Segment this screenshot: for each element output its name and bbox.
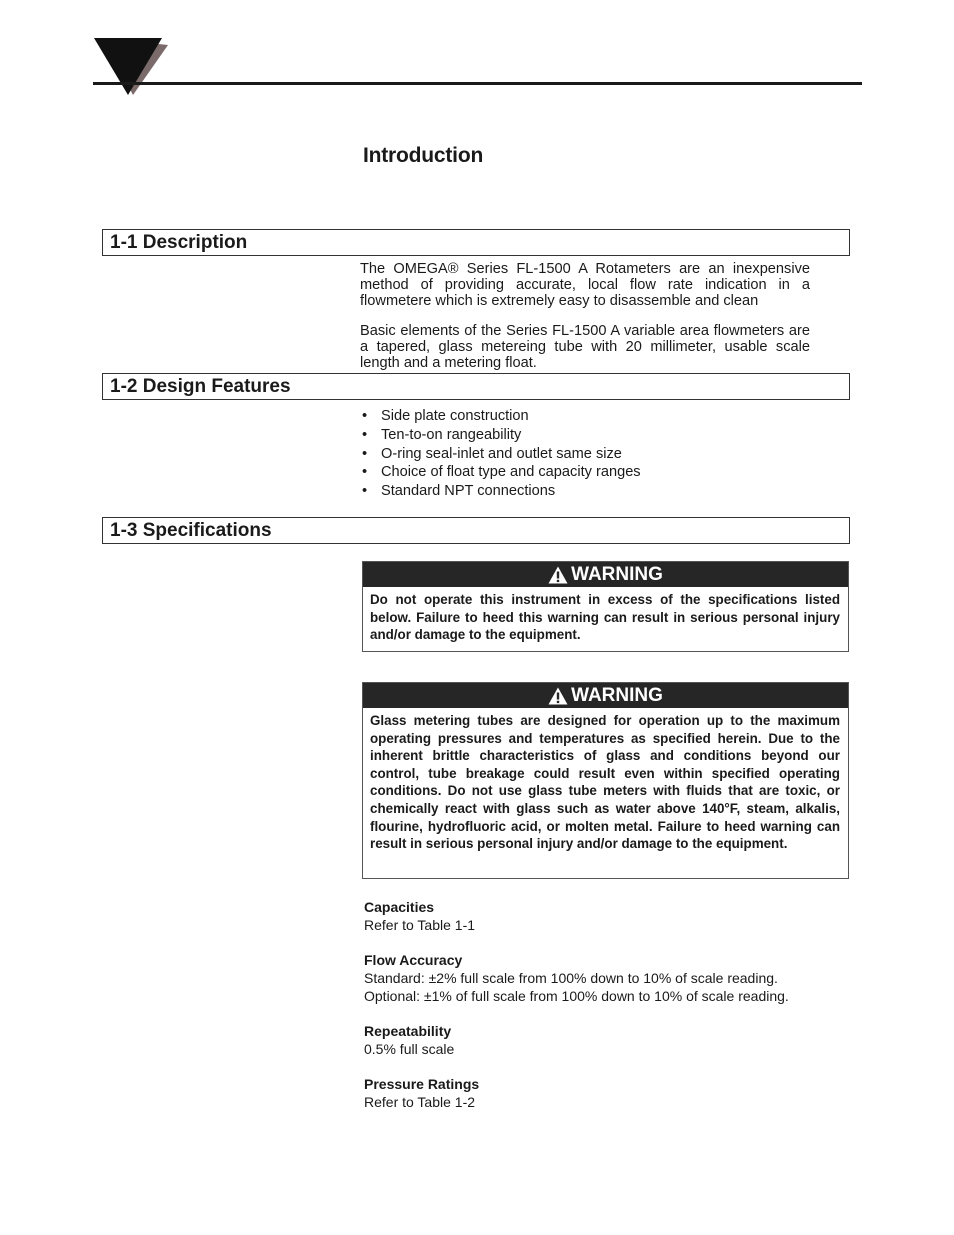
spec-value-optional: Optional: ±1% of full scale from 100% down to 10% of scale reading. — [364, 988, 789, 1004]
bullet-icon: • — [362, 426, 368, 443]
list-item-text: O-ring seal-inlet and outlet same size — [381, 445, 622, 462]
spec-label: Capacities — [364, 899, 435, 915]
spec-label: Pressure Ratings — [364, 1076, 480, 1092]
spec-capacities — [364, 898, 475, 934]
spec-pressure-ratings — [364, 1075, 479, 1111]
warning-text: Do not operate this instrument in excess of the specifications listed below. Failure to heed this warning can result in serious personal injury and/or damage to the equipment. — [370, 592, 840, 643]
bullet-icon: • — [362, 464, 368, 481]
warning-box-2 — [362, 682, 849, 879]
header-rule — [93, 82, 862, 85]
warning-title: WARNING — [571, 684, 663, 706]
list-item-text: Side plate construction — [381, 408, 529, 424]
bullet-icon: • — [362, 445, 368, 462]
spec-flow-accuracy — [364, 951, 789, 1005]
description-paragraph-2: Basic elements of the Series FL-1500 A variable area flowmeters are a tapered, glass metereing tube with 20 millimeter, usable scale length and a metering float. — [360, 323, 810, 371]
warning-box-1 — [362, 561, 849, 652]
list-item-text: Choice of float type and capacity ranges — [381, 464, 641, 481]
section-header-description — [102, 229, 850, 256]
description-paragraph-1 — [360, 261, 810, 309]
warning-triangle-icon — [548, 566, 568, 584]
list-item — [360, 407, 641, 426]
spec-value: 0.5% full scale — [364, 1041, 455, 1057]
spec-value: Refer to Table 1-1 — [364, 917, 476, 933]
warning-triangle-icon — [548, 687, 568, 705]
design-features-list — [360, 407, 641, 501]
description-paragraph-1-text: The OMEGA® Series FL-1500 A Rotameters are an inexpensive method of providing accurate, local flow rate indication in a flowmetere which is extremely easy to disassemble and clean — [360, 261, 810, 309]
warning-text: Glass metering tubes are designed for operation up to the maximum operating pressures and temperatures as specified herein. Due to the inherent brittle characteristics of glass and conditions beyond our control, tube breakage could result even within specified operating conditions. Do not use glass tube meters with fluids that are toxic, or chemically react with glass such as water above 140°F, steam, alkalis, flourine, hydrofluoric acid, or molten metal. Failure to heed warning can result in serious personal injury and/or damage to the equipment. — [370, 713, 840, 852]
list-item — [360, 426, 641, 445]
bullet-icon: • — [362, 483, 368, 500]
section-header-specifications — [102, 517, 850, 544]
spec-repeatability — [364, 1022, 454, 1058]
list-item — [360, 445, 641, 464]
spec-value-standard: Standard: ±2% full scale from 100% down to 10% of scale reading. — [364, 970, 778, 986]
page-title: Introduction — [363, 144, 484, 167]
section-title-design-features: 1-2 Design Features — [110, 376, 291, 397]
omega-triangle-logo-icon — [93, 37, 173, 97]
warning-title: WARNING — [571, 563, 663, 585]
list-item — [360, 463, 641, 482]
list-item-text: Ten-to-on rangeability — [381, 426, 522, 443]
spec-label: Flow Accuracy — [364, 952, 463, 968]
bullet-icon: • — [362, 408, 368, 424]
section-title-description: 1-1 Description — [110, 232, 248, 253]
warning-header — [363, 683, 848, 708]
spec-label: Repeatability — [364, 1023, 452, 1039]
list-item — [360, 482, 641, 501]
section-header-design-features — [102, 373, 850, 400]
list-item-text: Standard NPT connections — [381, 483, 556, 500]
section-title-specifications: 1-3 Specifications — [110, 520, 272, 541]
warning-header — [363, 562, 848, 587]
spec-value: Refer to Table 1-2 — [364, 1094, 476, 1110]
